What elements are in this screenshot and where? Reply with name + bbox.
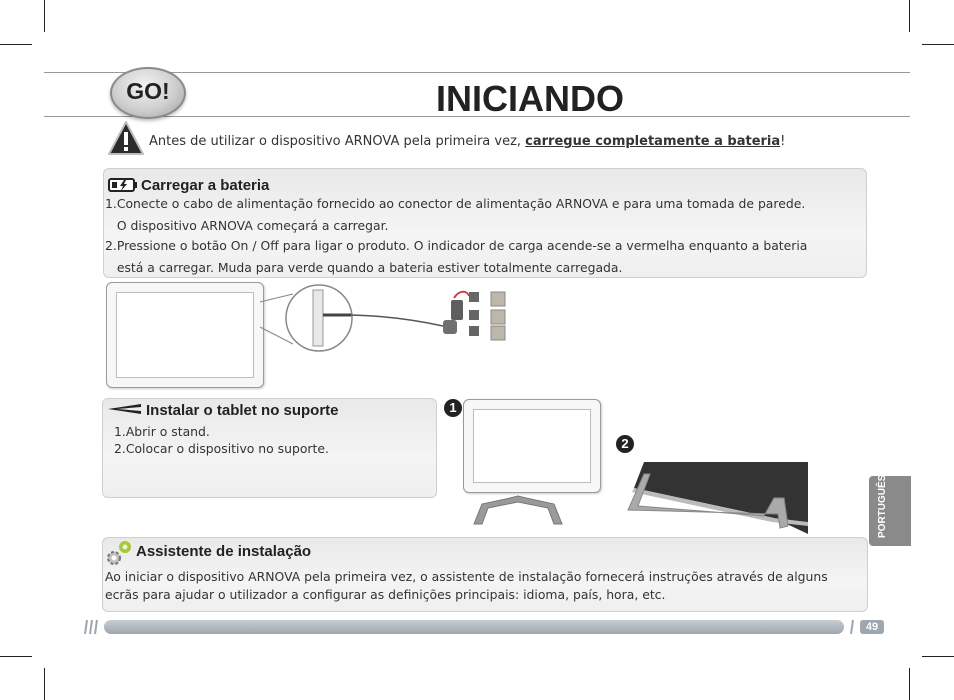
crop-mark [44, 668, 45, 700]
stand-step-2: 2.Colocar o dispositivo no suporte. [114, 441, 329, 456]
tablet-on-stand [463, 399, 601, 493]
page-title: INICIANDO [436, 78, 624, 119]
charge-line-3: 2.Pressione o botão On / Off para ligar o produto. O indicador de carga acende-se a vermelha enquanto a bateria [105, 238, 808, 253]
crop-mark [0, 44, 32, 45]
step-marker-1: 1 [444, 399, 462, 417]
gears-icon [104, 538, 134, 568]
warning-icon [107, 120, 145, 156]
tablet-screen [473, 409, 591, 483]
charge-line-2: O dispositivo ARNOVA começará a carregar. [105, 218, 389, 233]
battery-icon [108, 177, 138, 193]
stand-icon [107, 402, 143, 416]
warning-text [149, 134, 785, 149]
wizard-line-1: Ao iniciar o dispositivo ARNOVA pela primeira vez, o assistente de instalação fornecerá instruções através de alguns [105, 569, 828, 584]
go-badge [110, 67, 186, 119]
crop-mark [922, 44, 954, 45]
wizard-line-2: ecrãs para ajudar o utilizador a configurar as definições principais: idioma, país, hora, etc. [105, 587, 666, 602]
footer-stripes [84, 619, 104, 635]
step-marker-2: 2 [616, 435, 634, 453]
tablet-screen [116, 292, 254, 378]
warning-text-emphasis: carregue completamente a bateria [525, 134, 781, 149]
crop-mark [44, 0, 45, 32]
crop-mark [0, 656, 32, 657]
charge-line-1: 1.Conecte o cabo de alimentação fornecido ao conector de alimentação ARNOVA e para uma tomada de parede. [105, 196, 806, 211]
stand-step-1: 1.Abrir o stand. [114, 424, 210, 439]
charge-heading: Carregar a bateria [141, 177, 270, 194]
footer-stripe-right [848, 619, 858, 635]
charge-line-4: está a carregar. Muda para verde quando a bateria estiver totalmente carregada. [105, 260, 623, 275]
tablet-stand-closeup [624, 462, 808, 534]
page-number: 49 [860, 620, 884, 634]
header-rule-top [44, 72, 910, 73]
crop-mark [922, 656, 954, 657]
go-badge-label: GO! [126, 78, 170, 104]
language-tab [869, 476, 911, 546]
stand-open-illustration [470, 492, 570, 528]
charger-illustration [255, 282, 525, 362]
crop-mark [909, 0, 910, 32]
language-tab-label: PORTUGUÊS [877, 474, 888, 538]
crop-mark [909, 668, 910, 700]
tablet-illustration [106, 282, 264, 388]
warning-text-start: Antes de utilizar o dispositivo ARNOVA pela primeira vez, [149, 134, 526, 149]
wizard-heading: Assistente de instalação [136, 543, 312, 560]
stand-heading: Instalar o tablet no suporte [146, 402, 339, 419]
warning-text-end: ! [780, 134, 786, 149]
footer-bar [104, 620, 844, 634]
